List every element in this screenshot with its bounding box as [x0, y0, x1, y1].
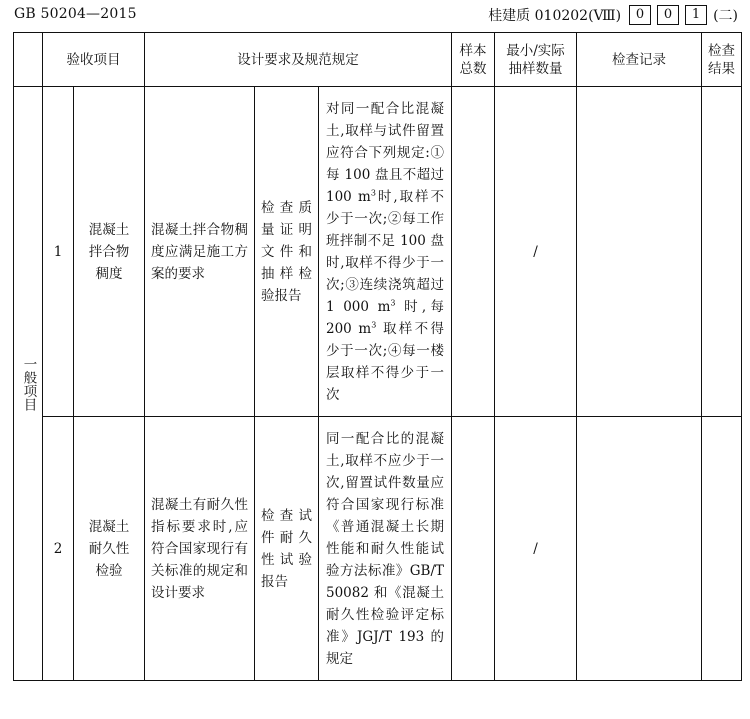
- spec-text: 同一配合比的混凝土,取样不应少于一次,留置试件数量应符合国家现行标准《普通混凝土长期性能和耐久性能试验方法标准》GB/T 50082 和《混凝土耐久性检验评定标准》JGJ/T 193 的规定: [319, 417, 452, 681]
- table-row: [14, 417, 742, 681]
- form-number-box-1: 0: [629, 5, 651, 25]
- spec-text-part-4: 取样不得少于一次;④每一楼层取样不得少于一次: [326, 320, 445, 403]
- header-inspection-result: 检查结果: [702, 33, 742, 87]
- category-label: 一般项目: [20, 356, 37, 411]
- check-method: 检查质量证明文件和抽样检验报告: [255, 87, 319, 417]
- header-min-actual-sample: 最小/实际抽样数量: [495, 33, 577, 87]
- item-requirement: 混凝土拌合物稠度应满足施工方案的要求: [145, 87, 255, 417]
- min-actual-cell[interactable]: /: [495, 87, 577, 417]
- inspection-result-cell[interactable]: [702, 417, 742, 681]
- category-cell: [14, 87, 43, 681]
- spec-text: [319, 87, 452, 417]
- sample-total-cell[interactable]: [452, 417, 495, 681]
- superscript-3: 3: [390, 298, 396, 307]
- form-number-box-3: 1: [685, 5, 707, 25]
- superscript-3: 3: [371, 320, 377, 329]
- header-sample-total: 样本总数: [452, 33, 495, 87]
- acceptance-table: [13, 32, 742, 681]
- row-number: 2: [43, 417, 74, 681]
- row-number: 1: [43, 87, 74, 417]
- item-name: 混凝土拌合物稠度: [74, 87, 145, 417]
- header-acceptance-item: 验收项目: [43, 33, 145, 87]
- category-header-cell: [14, 33, 43, 87]
- form-code: 桂建质 010202(Ⅷ): [488, 8, 622, 24]
- table-header-row: [14, 33, 742, 87]
- table-row: [14, 87, 742, 417]
- spec-text-part-2: 时,取样不少于一次;②每工作班拌制不足 100 盘时,取样不得少于一次;③连续浇筑超过 1 000 m: [326, 188, 445, 315]
- min-actual-cell[interactable]: /: [495, 417, 577, 681]
- inspection-result-cell[interactable]: [702, 87, 742, 417]
- form-code-header: [488, 5, 738, 25]
- inspection-record-cell[interactable]: [577, 87, 702, 417]
- sample-total-cell[interactable]: [452, 87, 495, 417]
- inspection-record-cell[interactable]: [577, 417, 702, 681]
- spec-text-part-1: 对同一配合比混凝土,取样与试件留置应符合下列规定:①每 100 盘且不超过 100 m: [326, 100, 445, 205]
- item-name: 混凝土耐久性检验: [74, 417, 145, 681]
- check-method: 检查试件耐久性试验报告: [255, 417, 319, 681]
- spec-text-part-3: 时,每200 m: [326, 298, 444, 337]
- superscript-3: 3: [370, 188, 376, 197]
- header-design-requirements: 设计要求及规范规定: [145, 33, 452, 87]
- form-suffix: (二): [713, 8, 738, 24]
- form-number-box-2: 0: [657, 5, 679, 25]
- standard-code: GB 50204—2015: [14, 6, 137, 22]
- item-requirement: 混凝土有耐久性指标要求时,应符合国家现行有关标准的规定和设计要求: [145, 417, 255, 681]
- header-inspection-record: 检查记录: [577, 33, 702, 87]
